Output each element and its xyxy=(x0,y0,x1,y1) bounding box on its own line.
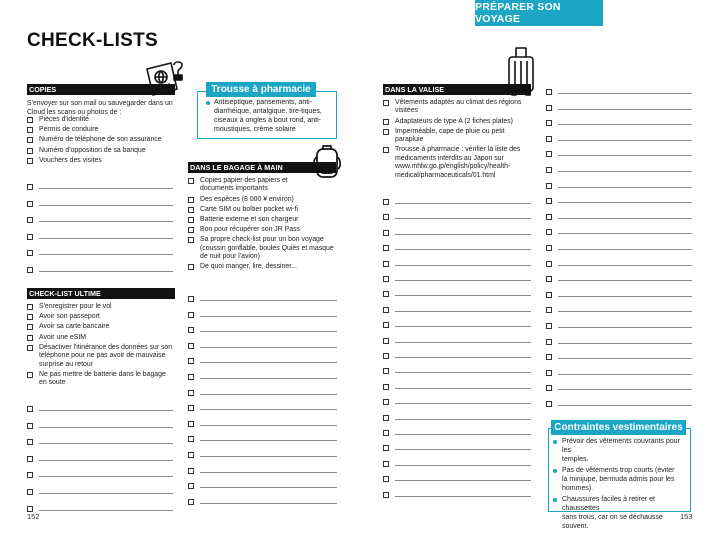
valise-blank-checkbox[interactable] xyxy=(383,245,389,251)
bagage-blank-line xyxy=(200,378,337,379)
right-blank-checkbox[interactable] xyxy=(546,229,552,235)
ultime-checkbox[interactable] xyxy=(27,372,33,378)
bagage-blank-checkbox[interactable] xyxy=(188,405,194,411)
right-blank-line xyxy=(558,109,692,110)
right-blank-line xyxy=(558,327,692,328)
contraintes-bullet-item xyxy=(553,437,682,464)
bagage-item-text: Des espèces (8 000 ¥ environ) xyxy=(200,195,294,203)
pharmacie-item-line: moustiques, crème solaire xyxy=(214,126,296,133)
valise-blank-line xyxy=(395,218,531,219)
contraintes-bullet-item xyxy=(553,495,682,531)
ultime-checkbox[interactable] xyxy=(27,335,33,341)
right-blank-checkbox[interactable] xyxy=(546,89,552,95)
page-title: CHECK-LISTS xyxy=(27,30,159,51)
valise-blank-checkbox[interactable] xyxy=(383,199,389,205)
right-blank-line xyxy=(558,296,692,297)
bagage-blank-checkbox[interactable] xyxy=(188,358,194,364)
bagage-blank-checkbox[interactable] xyxy=(188,483,194,489)
valise-blank-line xyxy=(395,311,531,312)
right-blank-checkbox[interactable] xyxy=(546,245,552,251)
right-blank-line xyxy=(558,405,692,406)
bagage-checkbox[interactable] xyxy=(188,197,194,203)
valise-blank-line xyxy=(395,342,531,343)
right-blank-line xyxy=(558,389,692,390)
valise-blank-checkbox[interactable] xyxy=(383,322,389,328)
right-blank-checkbox[interactable] xyxy=(546,323,552,329)
right-blank-checkbox[interactable] xyxy=(546,354,552,360)
copies-blank-checkbox[interactable] xyxy=(27,201,33,207)
copies-blank-line xyxy=(39,205,173,206)
valise-item-text: medical/pharmaceuticals/01.html xyxy=(395,171,496,179)
pharmacie-box xyxy=(197,91,337,139)
bagage-blank-checkbox[interactable] xyxy=(188,468,194,474)
pharmacie-list xyxy=(198,92,336,138)
right-blank-line xyxy=(558,265,692,266)
right-blank-line xyxy=(558,311,692,312)
bagage-blank-checkbox[interactable] xyxy=(188,390,194,396)
valise-item-text: parapluie xyxy=(395,136,424,144)
bagage-blank-line xyxy=(200,503,337,504)
valise-blank-line xyxy=(395,388,531,389)
valise-blank-line xyxy=(395,249,531,250)
ultime-checkbox[interactable] xyxy=(27,324,33,330)
right-blank-line xyxy=(558,140,692,141)
right-blank-line xyxy=(558,171,692,172)
valise-blank-checkbox[interactable] xyxy=(383,415,389,421)
bagage-blank-checkbox[interactable] xyxy=(188,452,194,458)
copies-blank-line xyxy=(39,221,173,222)
ultime-item-text: surprise au retour xyxy=(39,360,94,368)
copies-blank-checkbox[interactable] xyxy=(27,267,33,273)
valise-blank-line xyxy=(395,465,531,466)
bagage-item-text: documents importants xyxy=(200,185,268,193)
ultime-item-text: téléphone pour ne pas avoir de mauvaise xyxy=(39,352,166,360)
valise-blank-checkbox[interactable] xyxy=(383,353,389,359)
bagage-blank-line xyxy=(200,331,337,332)
bagage-blank-line xyxy=(200,316,337,317)
bagage-checkbox[interactable] xyxy=(188,264,194,270)
valise-blank-checkbox[interactable] xyxy=(383,445,389,451)
valise-blank-line xyxy=(395,295,531,296)
ultime-checkbox[interactable] xyxy=(27,314,33,320)
valise-blank-checkbox[interactable] xyxy=(383,307,389,313)
bagage-blank-line xyxy=(200,394,337,395)
valise-blank-line xyxy=(395,372,531,373)
right-blank-line xyxy=(558,249,692,250)
valise-blank-checkbox[interactable] xyxy=(383,261,389,267)
ultime-blank-checkbox[interactable] xyxy=(27,506,33,512)
right-blank-line xyxy=(558,233,692,234)
valise-blank-line xyxy=(395,403,531,404)
bagage-checkbox[interactable] xyxy=(188,207,194,213)
copies-item-text: Permis de conduire xyxy=(39,126,99,134)
copies-blank-checkbox[interactable] xyxy=(27,184,33,190)
copies-blank-checkbox[interactable] xyxy=(27,250,33,256)
bagage-item-text: Batterie externe et son chargeur xyxy=(200,216,299,223)
ultime-checkbox[interactable] xyxy=(27,345,33,351)
ultime-blank-checkbox[interactable] xyxy=(27,423,33,429)
valise-blank-line xyxy=(395,496,531,497)
pharmacie-bullet-item xyxy=(202,98,328,134)
copies-blank-checkbox[interactable] xyxy=(27,217,33,223)
right-blank-checkbox[interactable] xyxy=(546,136,552,142)
copies-blank-checkbox[interactable] xyxy=(27,234,33,240)
ultime-item-text: en soute xyxy=(39,379,66,387)
bagage-blank-line xyxy=(200,472,337,473)
contraintes-item-line: temples. xyxy=(562,456,589,463)
right-blank-line xyxy=(558,93,692,94)
ultime-blank-line xyxy=(39,443,173,444)
bagage-blank-checkbox[interactable] xyxy=(188,327,194,333)
valise-blank-checkbox[interactable] xyxy=(383,399,389,405)
bagage-blank-line xyxy=(200,362,337,363)
bagage-item-text: (coussin gonflable, boules Quiès et masque xyxy=(200,244,334,252)
copies-checkbox[interactable] xyxy=(27,148,33,154)
right-blank-line xyxy=(558,187,692,188)
copies-checkbox[interactable] xyxy=(27,137,33,143)
ultime-heading: CHECK-LIST ULTIME xyxy=(27,288,175,299)
right-blank-line xyxy=(558,358,692,359)
bagage-blank-line xyxy=(200,456,337,457)
contraintes-item-line: sans trous, car on se déchausse souvent. xyxy=(562,514,663,530)
bagage-blank-checkbox[interactable] xyxy=(188,374,194,380)
page-number-right: 153 xyxy=(680,512,693,521)
right-blank-checkbox[interactable] xyxy=(546,214,552,220)
bagage-blank-checkbox[interactable] xyxy=(188,421,194,427)
ultime-blank-checkbox[interactable] xyxy=(27,406,33,412)
bagage-blank-checkbox[interactable] xyxy=(188,436,194,442)
bagage-item-text: Bon pour récupérer son JR Pass xyxy=(200,226,300,234)
ultime-checkbox[interactable] xyxy=(27,304,33,310)
right-blank-checkbox[interactable] xyxy=(546,183,552,189)
bagage-blank-line xyxy=(200,409,337,410)
pharmacie-item-line: diarrhéique, antalgique, tire-tiques, xyxy=(214,108,322,115)
valise-blank-checkbox[interactable] xyxy=(383,492,389,498)
ultime-blank-line xyxy=(39,460,173,461)
bagage-checkbox[interactable] xyxy=(188,227,194,233)
right-blank-checkbox[interactable] xyxy=(546,385,552,391)
right-blank-checkbox[interactable] xyxy=(546,401,552,407)
bagage-blank-line xyxy=(200,440,337,441)
valise-blank-line xyxy=(395,280,531,281)
right-blank-checkbox[interactable] xyxy=(546,120,552,126)
valise-heading: DANS LA VALISE xyxy=(383,84,531,95)
copies-item-text: Pièces d'identité xyxy=(39,116,89,123)
right-blank-checkbox[interactable] xyxy=(546,339,552,345)
valise-blank-checkbox[interactable] xyxy=(383,214,389,220)
valise-checkbox[interactable] xyxy=(383,100,389,106)
valise-checkbox[interactable] xyxy=(383,129,389,135)
ultime-item-text: Avoir sa carte bancaire xyxy=(39,323,110,331)
valise-blank-checkbox[interactable] xyxy=(383,368,389,374)
copies-checkbox[interactable] xyxy=(27,158,33,164)
valise-blank-line xyxy=(395,326,531,327)
right-blank-checkbox[interactable] xyxy=(546,276,552,282)
valise-item-text: Vêtements adaptés au climat des régions xyxy=(395,99,522,106)
right-blank-line xyxy=(558,218,692,219)
contraintes-item-line: la minijupe, bermuda admis pour les xyxy=(562,476,675,483)
valise-item-text: visitées xyxy=(395,107,418,115)
contraintes-bullet-item xyxy=(553,466,682,493)
ultime-item-text: Ne pas mettre de batterie dans le bagage xyxy=(39,370,166,378)
right-blank-line xyxy=(558,155,692,156)
bagage-item-text: Copies papier des papiers et xyxy=(200,177,288,184)
bagage-heading: DANS LE BAGAGE À MAIN xyxy=(188,162,336,173)
valise-item-text: Adaptateurs de type A (2 fiches plates) xyxy=(395,117,513,125)
ultime-blank-line xyxy=(39,493,173,494)
right-blank-checkbox[interactable] xyxy=(546,167,552,173)
bagage-blank-checkbox[interactable] xyxy=(188,312,194,318)
ultime-blank-line xyxy=(39,476,173,477)
valise-blank-checkbox[interactable] xyxy=(383,384,389,390)
bagage-blank-checkbox[interactable] xyxy=(188,499,194,505)
ultime-blank-checkbox[interactable] xyxy=(27,489,33,495)
right-blank-checkbox[interactable] xyxy=(546,292,552,298)
ultime-item-text: Désactiver l'itinérance des données sur son xyxy=(39,343,173,351)
copies-blank-line xyxy=(39,271,173,272)
valise-blank-line xyxy=(395,203,531,204)
right-blank-checkbox[interactable] xyxy=(546,307,552,313)
right-blank-line xyxy=(558,374,692,375)
page-number-left: 152 xyxy=(27,512,40,521)
contraintes-item-line: Chaussures faciles à retirer et chaussettes xyxy=(562,496,655,512)
bagage-blank-line xyxy=(200,487,337,488)
copies-blank-line xyxy=(39,238,173,239)
contraintes-item-line: Prévoir des vêtements couvrants pour les xyxy=(562,438,680,454)
valise-blank-checkbox[interactable] xyxy=(383,230,389,236)
valise-checkbox[interactable] xyxy=(383,147,389,153)
contraintes-item-line: hommes). xyxy=(562,485,594,492)
valise-blank-checkbox[interactable] xyxy=(383,430,389,436)
contraintes-heading: Contraintes vestimentaires xyxy=(551,420,686,435)
bagage-blank-line xyxy=(200,347,337,348)
valise-item-text: Imperméable, cape de pluie ou petit xyxy=(395,127,505,135)
bagage-item-text: Sa propre check-list pour un bon voyage xyxy=(200,236,324,244)
right-blank-checkbox[interactable] xyxy=(546,151,552,157)
contraintes-list xyxy=(549,429,690,537)
ultime-blank-line xyxy=(39,410,173,411)
bagage-blank-checkbox[interactable] xyxy=(188,296,194,302)
copies-heading: COPIES xyxy=(27,84,175,95)
contraintes-item-line: Pas de vêtements trop courts (éviter xyxy=(562,467,675,474)
copies-item-text: Numéro d'opposition de sa banque xyxy=(39,146,146,154)
right-blank-checkbox[interactable] xyxy=(546,370,552,376)
bagage-blank-checkbox[interactable] xyxy=(188,343,194,349)
pharmacie-item-line: ciseaux à ongles à bout rond, anti- xyxy=(214,117,322,124)
ultime-blank-line xyxy=(39,427,173,428)
valise-blank-line xyxy=(395,265,531,266)
ultime-item-text: S'enregistrer pour le vol xyxy=(39,303,112,310)
valise-checkbox[interactable] xyxy=(383,119,389,125)
bagage-item-text: Carte SIM ou boîtier pocket wi-fi xyxy=(200,205,299,213)
section-banner: PRÉPARER SON VOYAGE xyxy=(475,0,603,26)
bagage-item-text: de nuit pour l'avion) xyxy=(200,253,260,261)
ultime-blank-line xyxy=(39,510,173,511)
copies-checkbox[interactable] xyxy=(27,127,33,133)
valise-blank-line xyxy=(395,419,531,420)
bagage-checkbox[interactable] xyxy=(188,178,194,184)
right-blank-checkbox[interactable] xyxy=(546,105,552,111)
bagage-item-text: De quoi manger, lire, dessiner... xyxy=(200,263,297,271)
valise-blank-line xyxy=(395,434,531,435)
pharmacie-heading: Trousse à pharmacie xyxy=(206,82,316,97)
ultime-blank-checkbox[interactable] xyxy=(27,456,33,462)
valise-blank-line xyxy=(395,357,531,358)
ultime-item-text: Avoir une eSIM xyxy=(39,333,86,341)
valise-blank-line xyxy=(395,480,531,481)
valise-blank-checkbox[interactable] xyxy=(383,291,389,297)
valise-blank-checkbox[interactable] xyxy=(383,461,389,467)
valise-item-text: médicaments interdits au Japon sur xyxy=(395,154,504,162)
copies-blank-line xyxy=(39,188,173,189)
copies-checkbox[interactable] xyxy=(27,117,33,123)
copies-intro-line-1: S'envoyer sur son mail ou sauvegarder dans un xyxy=(27,100,173,107)
valise-blank-line xyxy=(395,449,531,450)
valise-blank-checkbox[interactable] xyxy=(383,476,389,482)
bagage-checkbox[interactable] xyxy=(188,217,194,223)
valise-blank-line xyxy=(395,234,531,235)
right-blank-checkbox[interactable] xyxy=(546,261,552,267)
right-blank-line xyxy=(558,280,692,281)
copies-intro-line-2: Cloud les scans ou photos de : xyxy=(27,109,122,116)
ultime-item-text: Avoir son passeport xyxy=(39,313,100,321)
right-blank-line xyxy=(558,124,692,125)
pharmacie-item-line: Antiseptique, pansements, anti- xyxy=(214,99,313,106)
right-blank-checkbox[interactable] xyxy=(546,198,552,204)
ultime-blank-checkbox[interactable] xyxy=(27,472,33,478)
right-blank-line xyxy=(558,343,692,344)
bagage-checkbox[interactable] xyxy=(188,237,194,243)
bagage-blank-line xyxy=(200,300,337,301)
copies-item-text: Numéro de téléphone de son assurance xyxy=(39,136,162,144)
valise-item-text: www.mhlw.go.jp/english/policy/health- xyxy=(395,163,511,171)
valise-item-text: Trousse à pharmacie : vérifier la liste des xyxy=(395,146,521,154)
copies-item-text: Vouchers des visites xyxy=(39,156,102,164)
valise-blank-checkbox[interactable] xyxy=(383,338,389,344)
right-blank-line xyxy=(558,202,692,203)
bagage-blank-line xyxy=(200,425,337,426)
ultime-blank-checkbox[interactable] xyxy=(27,439,33,445)
copies-blank-line xyxy=(39,254,173,255)
valise-blank-checkbox[interactable] xyxy=(383,276,389,282)
